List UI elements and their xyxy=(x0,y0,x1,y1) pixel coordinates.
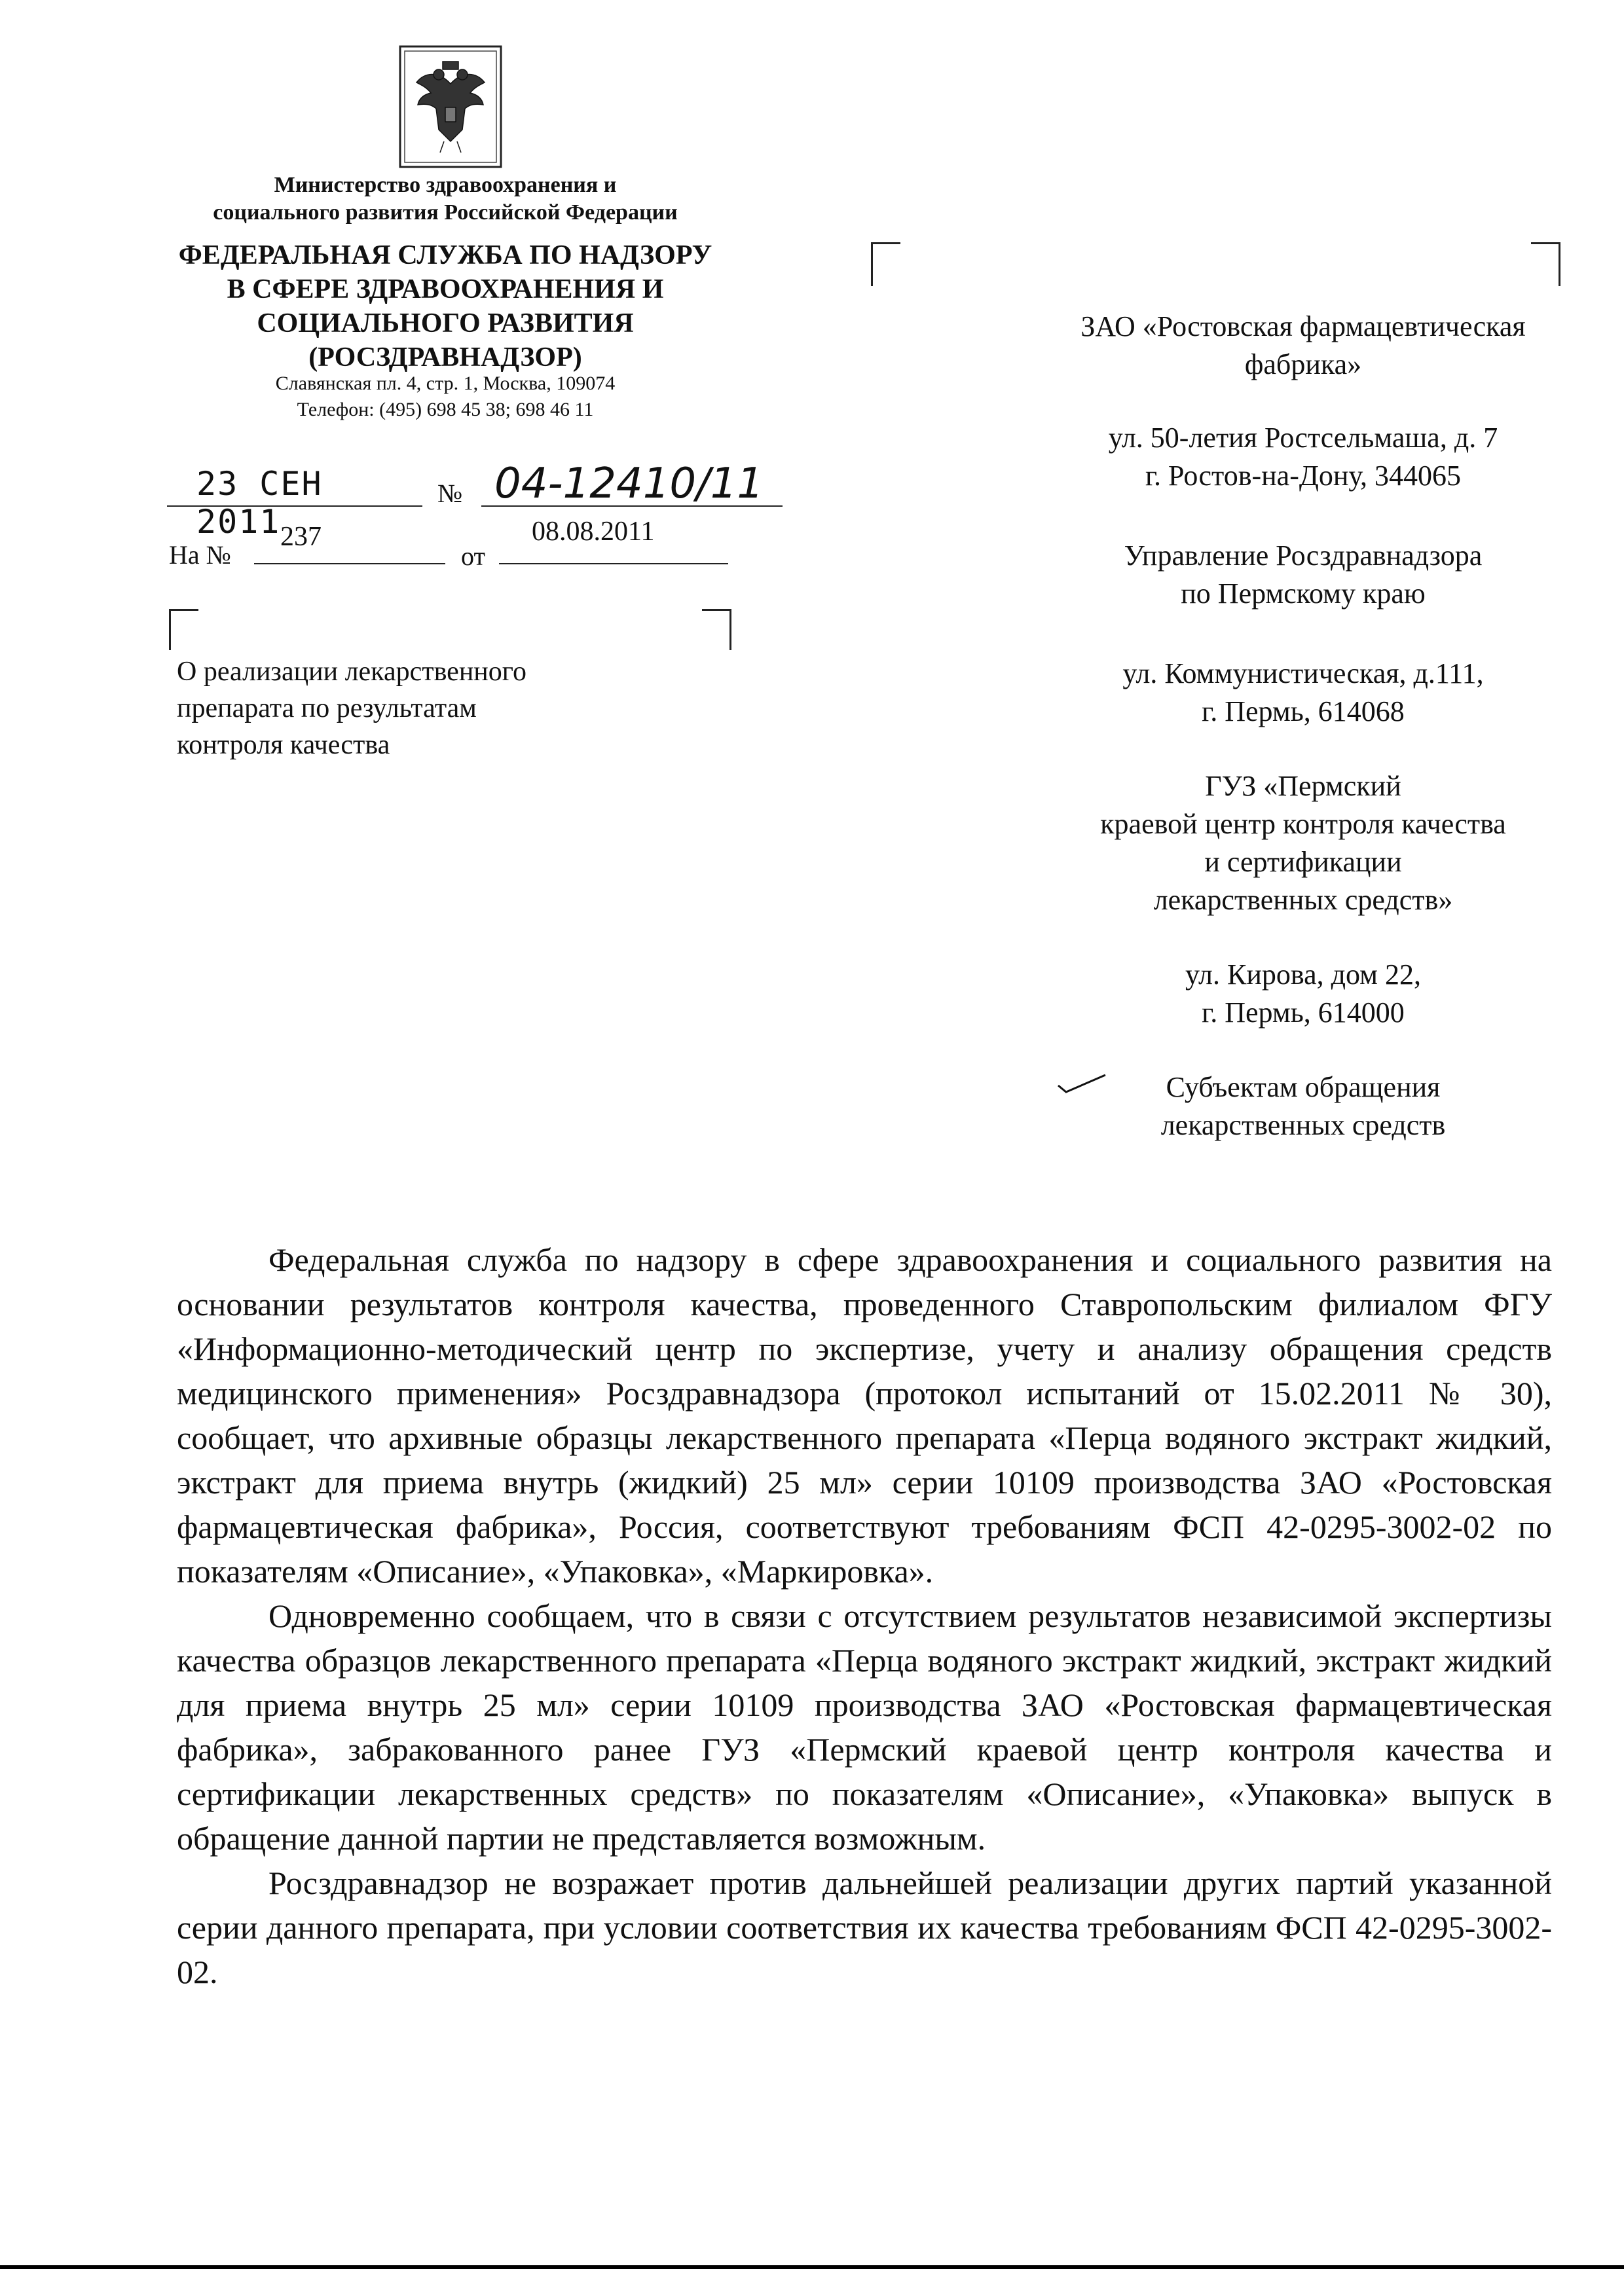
recipient-line: ул. 50-летия Ростсельмаша, д. 7 xyxy=(1108,422,1498,454)
subject-line: О реализации лекарственного xyxy=(177,657,526,687)
ministry-line-2: социального развития Российской Федерации xyxy=(213,200,678,225)
subject-line: контроля качества xyxy=(177,730,390,760)
recipient-rostov-address xyxy=(982,419,1624,495)
subject-corner-left xyxy=(169,609,198,650)
recipient-perm-quality-center-address xyxy=(982,956,1624,1032)
recipient-line: по Пермскому краю xyxy=(1181,577,1426,610)
outgoing-number-handwritten: 04-12410/11 xyxy=(494,460,764,508)
subject-line: препарата по результатам xyxy=(177,693,477,723)
recipient-perm-quality-center xyxy=(982,767,1624,919)
coat-of-arms-emblem xyxy=(398,45,503,169)
service-line: СОЦИАЛЬНОГО РАЗВИТИЯ xyxy=(257,308,634,338)
service-address: Славянская пл. 4, стр. 1, Москва, 109074 xyxy=(275,373,616,394)
service-contacts xyxy=(151,371,740,423)
recipient-line: Управление Росздравнадзора xyxy=(1124,539,1483,572)
outgoing-date-stamp: 23 СЕН 2011 xyxy=(196,465,323,541)
recipient-corner-left xyxy=(871,242,900,286)
recipient-line: г. Ростов-на-Дону, 344065 xyxy=(1145,460,1462,492)
body-paragraph-1: Федеральная служба по надзору в сфере здравоохранения и социального развития на основании результатов контроля качества, проведенного Ставропольским филиалом ФГУ «Информационно-методический центр по экспертизе, учету и анализу обращения средств медицинского применения» Росздравнадзора (протокол испытаний от 15.02.2011 № 30), сообщает, что архивные образцы лекарственного препарата «Перца водяного экстракт жидкий, экстракт для приема внутрь (жидкий) 25 мл» серии 10109 производства ЗАО «Ростовская фармацевтическая фабрика», Россия, соответствуют требованиям ФСП 42-0295-3002-02 по показателям «Описание», «Упаковка», «Маркировка». xyxy=(177,1241,1552,1590)
ministry-name xyxy=(151,172,740,227)
service-name xyxy=(151,238,740,374)
recipient-perm-department xyxy=(982,537,1624,613)
recipient-corner-right xyxy=(1531,242,1560,286)
recipient-line: и сертификации xyxy=(1204,846,1402,878)
reply-number-value: 237 xyxy=(280,522,322,552)
recipient-line: ул. Кирова, дом 22, xyxy=(1185,958,1422,991)
recipient-line: фабрика» xyxy=(1244,348,1362,380)
body-paragraph-3: Росздравнадзор не возражает против дальнейшей реализации других партий указанной серии данного препарата, при условии соответствия их качества требованиям ФСП 42-0295-3002-02. xyxy=(177,1865,1552,1990)
service-line: (РОСЗДРАВНАДЗОР) xyxy=(308,342,582,373)
reply-number-label: На № xyxy=(169,540,231,570)
service-line: ФЕДЕРАЛЬНАЯ СЛУЖБА ПО НАДЗОРУ xyxy=(178,240,712,270)
recipient-rostov-factory xyxy=(982,308,1624,384)
recipient-drug-circulation-subjects xyxy=(982,1068,1624,1144)
recipient-line: ЗАО «Ростовская фармацевтическая xyxy=(1080,310,1526,342)
reply-date-field xyxy=(499,517,728,564)
letter-subject xyxy=(177,653,526,763)
service-line: В СФЕРЕ ЗДРАВООХРАНЕНИЯ И xyxy=(227,274,664,304)
number-sign: № xyxy=(437,479,463,508)
recipient-line: Субъектам обращения xyxy=(1166,1071,1441,1103)
recipient-line: ГУЗ «Пермский xyxy=(1205,770,1401,802)
recipient-perm-department-address xyxy=(982,655,1624,731)
reply-date-value: 08.08.2011 xyxy=(532,517,655,547)
page-bottom-rule xyxy=(0,2265,1624,2269)
recipient-line: лекарственных средств» xyxy=(1153,884,1453,916)
recipient-line: лекарственных средств xyxy=(1160,1109,1446,1141)
body-paragraph-2: Одновременно сообщаем, что в связи с отсутствием результатов независимой экспертизы качества образцов лекарственного препарата «Перца водяного экстракт жидкий, экстракт жидкий для приема внутрь 25 мл» серии 10109 производства ЗАО «Ростовская фармацевтическая фабрика», забракованного ранее ГУЗ «Пермский краевой центр контроля качества и сертификации лекарственных средств» по показателям «Описание», «Упаковка» выпуск в обращение данной партии не представляется возможным. xyxy=(177,1597,1552,1857)
recipient-line: г. Пермь, 614000 xyxy=(1202,996,1405,1029)
reply-from-label: от xyxy=(461,541,485,571)
reply-number-field xyxy=(254,524,445,564)
recipient-line: ул. Коммунистическая, д.111, xyxy=(1122,657,1484,689)
ministry-line-1: Министерство здравоохранения и xyxy=(274,173,617,197)
recipient-line: краевой центр контроля качества xyxy=(1100,808,1506,840)
recipient-line: г. Пермь, 614068 xyxy=(1202,695,1405,727)
letter-body xyxy=(177,1237,1552,1994)
outgoing-number-field xyxy=(481,460,783,508)
service-phone: Телефон: (495) 698 45 38; 698 46 11 xyxy=(297,399,594,420)
subject-corner-right xyxy=(702,609,731,650)
